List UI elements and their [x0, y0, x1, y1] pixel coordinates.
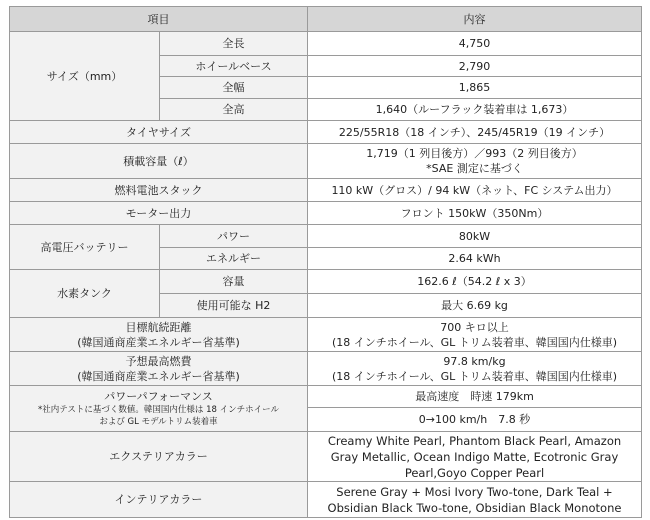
size-length-value: 4,750 [308, 32, 642, 56]
interior-value-line1: Serene Gray + Mosi Ivory Two-tone, Dark Teal + [336, 484, 613, 499]
economy-label-line1: 予想最高燃費 [125, 354, 192, 368]
economy-label-line2: (韓国通商産業エネルギー省基準) [77, 369, 240, 383]
interior-value-line2: Obsidian Black Two-tone, Obsidian Black Monotone [327, 500, 622, 515]
battery-power-label: パワー [160, 225, 308, 248]
range-value-line1: 700 キロ以上 [440, 320, 509, 334]
performance-note-line1: *社内テストに基づく数値。韓国国内仕様は 18 インチホイール [38, 405, 279, 415]
tank-usable-label: 使用可能な H2 [160, 294, 308, 318]
battery-energy-label: エネルギー [160, 248, 308, 270]
header-item: 項目 [10, 7, 308, 32]
size-wheelbase-label: ホイールベース [160, 56, 308, 77]
exterior-label: エクステリアカラー [10, 432, 308, 482]
cargo-value-line1: 1,719（1 列目後方）／993（2 列目後方） [366, 147, 583, 160]
tire-label: タイヤサイズ [10, 121, 308, 144]
fuelcell-value: 110 kW（グロス）/ 94 kW（ネット、FC システム出力） [308, 179, 642, 202]
performance-top-speed: 最高速度 時速 179km [308, 386, 642, 408]
interior-value [308, 482, 642, 518]
exterior-value-line2: Gray Metallic, Ocean Indigo Matte, Ecotronic Gray [330, 449, 619, 464]
size-height-label: 全高 [160, 99, 308, 121]
tank-capacity-value: 162.6 ℓ（54.2 ℓ x 3） [308, 270, 642, 294]
size-width-value: 1,865 [308, 77, 642, 99]
performance-label [10, 386, 308, 432]
exterior-value-line3: Pearl,Goyo Copper Pearl [404, 465, 545, 480]
table-row [10, 432, 642, 482]
table-row [10, 352, 642, 386]
economy-value-line2: (18 インチホイール、GL トリム装着車、韓国国内仕様車) [331, 369, 618, 383]
size-length-label: 全長 [160, 32, 308, 56]
table-row [10, 32, 642, 56]
table-row [10, 270, 642, 294]
spec-table [9, 6, 642, 518]
cargo-value [308, 144, 642, 179]
economy-value-line1: 97.8 km/kg [443, 354, 506, 368]
size-wheelbase-value: 2,790 [308, 56, 642, 77]
header-content: 内容 [308, 7, 642, 32]
tank-usable-value: 最大 6.69 kg [308, 294, 642, 318]
tank-capacity-label: 容量 [160, 270, 308, 294]
battery-power-value: 80kW [308, 225, 642, 248]
cargo-value-line2: *SAE 測定に基づく [426, 162, 523, 175]
motor-value: フロント 150kW（350Nm） [308, 202, 642, 225]
range-label-line1: 目標航続距離 [125, 320, 192, 334]
exterior-value [308, 432, 642, 482]
table-row [10, 179, 642, 202]
table-row [10, 144, 642, 179]
fuelcell-label: 燃料電池スタック [10, 179, 308, 202]
range-label [10, 318, 308, 352]
cargo-label: 積載容量（ℓ） [10, 144, 308, 179]
performance-acceleration: 0→100 km/h 7.8 秒 [308, 408, 642, 432]
size-width-label: 全幅 [160, 77, 308, 99]
battery-label: 高電圧バッテリー [10, 225, 160, 270]
table-row [10, 318, 642, 352]
table-row [10, 386, 642, 408]
range-value [308, 318, 642, 352]
performance-label-line1: パワーパフォーマンス [104, 390, 213, 403]
economy-value [308, 352, 642, 386]
exterior-value-line1: Creamy White Pearl, Phantom Black Pearl, Amazon [327, 433, 622, 448]
motor-label: モーター出力 [10, 202, 308, 225]
economy-label [10, 352, 308, 386]
range-label-line2: (韓国通商産業エネルギー省基準) [77, 335, 240, 349]
table-row [10, 121, 642, 144]
table-row [10, 482, 642, 518]
spec-table-container [9, 6, 641, 518]
battery-energy-value: 2.64 kWh [308, 248, 642, 270]
tank-label: 水素タンク [10, 270, 160, 318]
performance-note-line2: および GL モデルトリム装着車 [99, 417, 218, 427]
tire-value: 225/55R18（18 インチ）、245/45R19（19 インチ） [308, 121, 642, 144]
range-value-line2: (18 インチホイール、GL トリム装着車、韓国国内仕様車) [331, 335, 618, 349]
size-height-value: 1,640（ルーフラック装着車は 1,673） [308, 99, 642, 121]
table-row [10, 202, 642, 225]
header-row [10, 7, 642, 32]
size-label: サイズ（mm） [10, 32, 160, 121]
interior-label: インテリアカラー [10, 482, 308, 518]
table-row [10, 225, 642, 248]
